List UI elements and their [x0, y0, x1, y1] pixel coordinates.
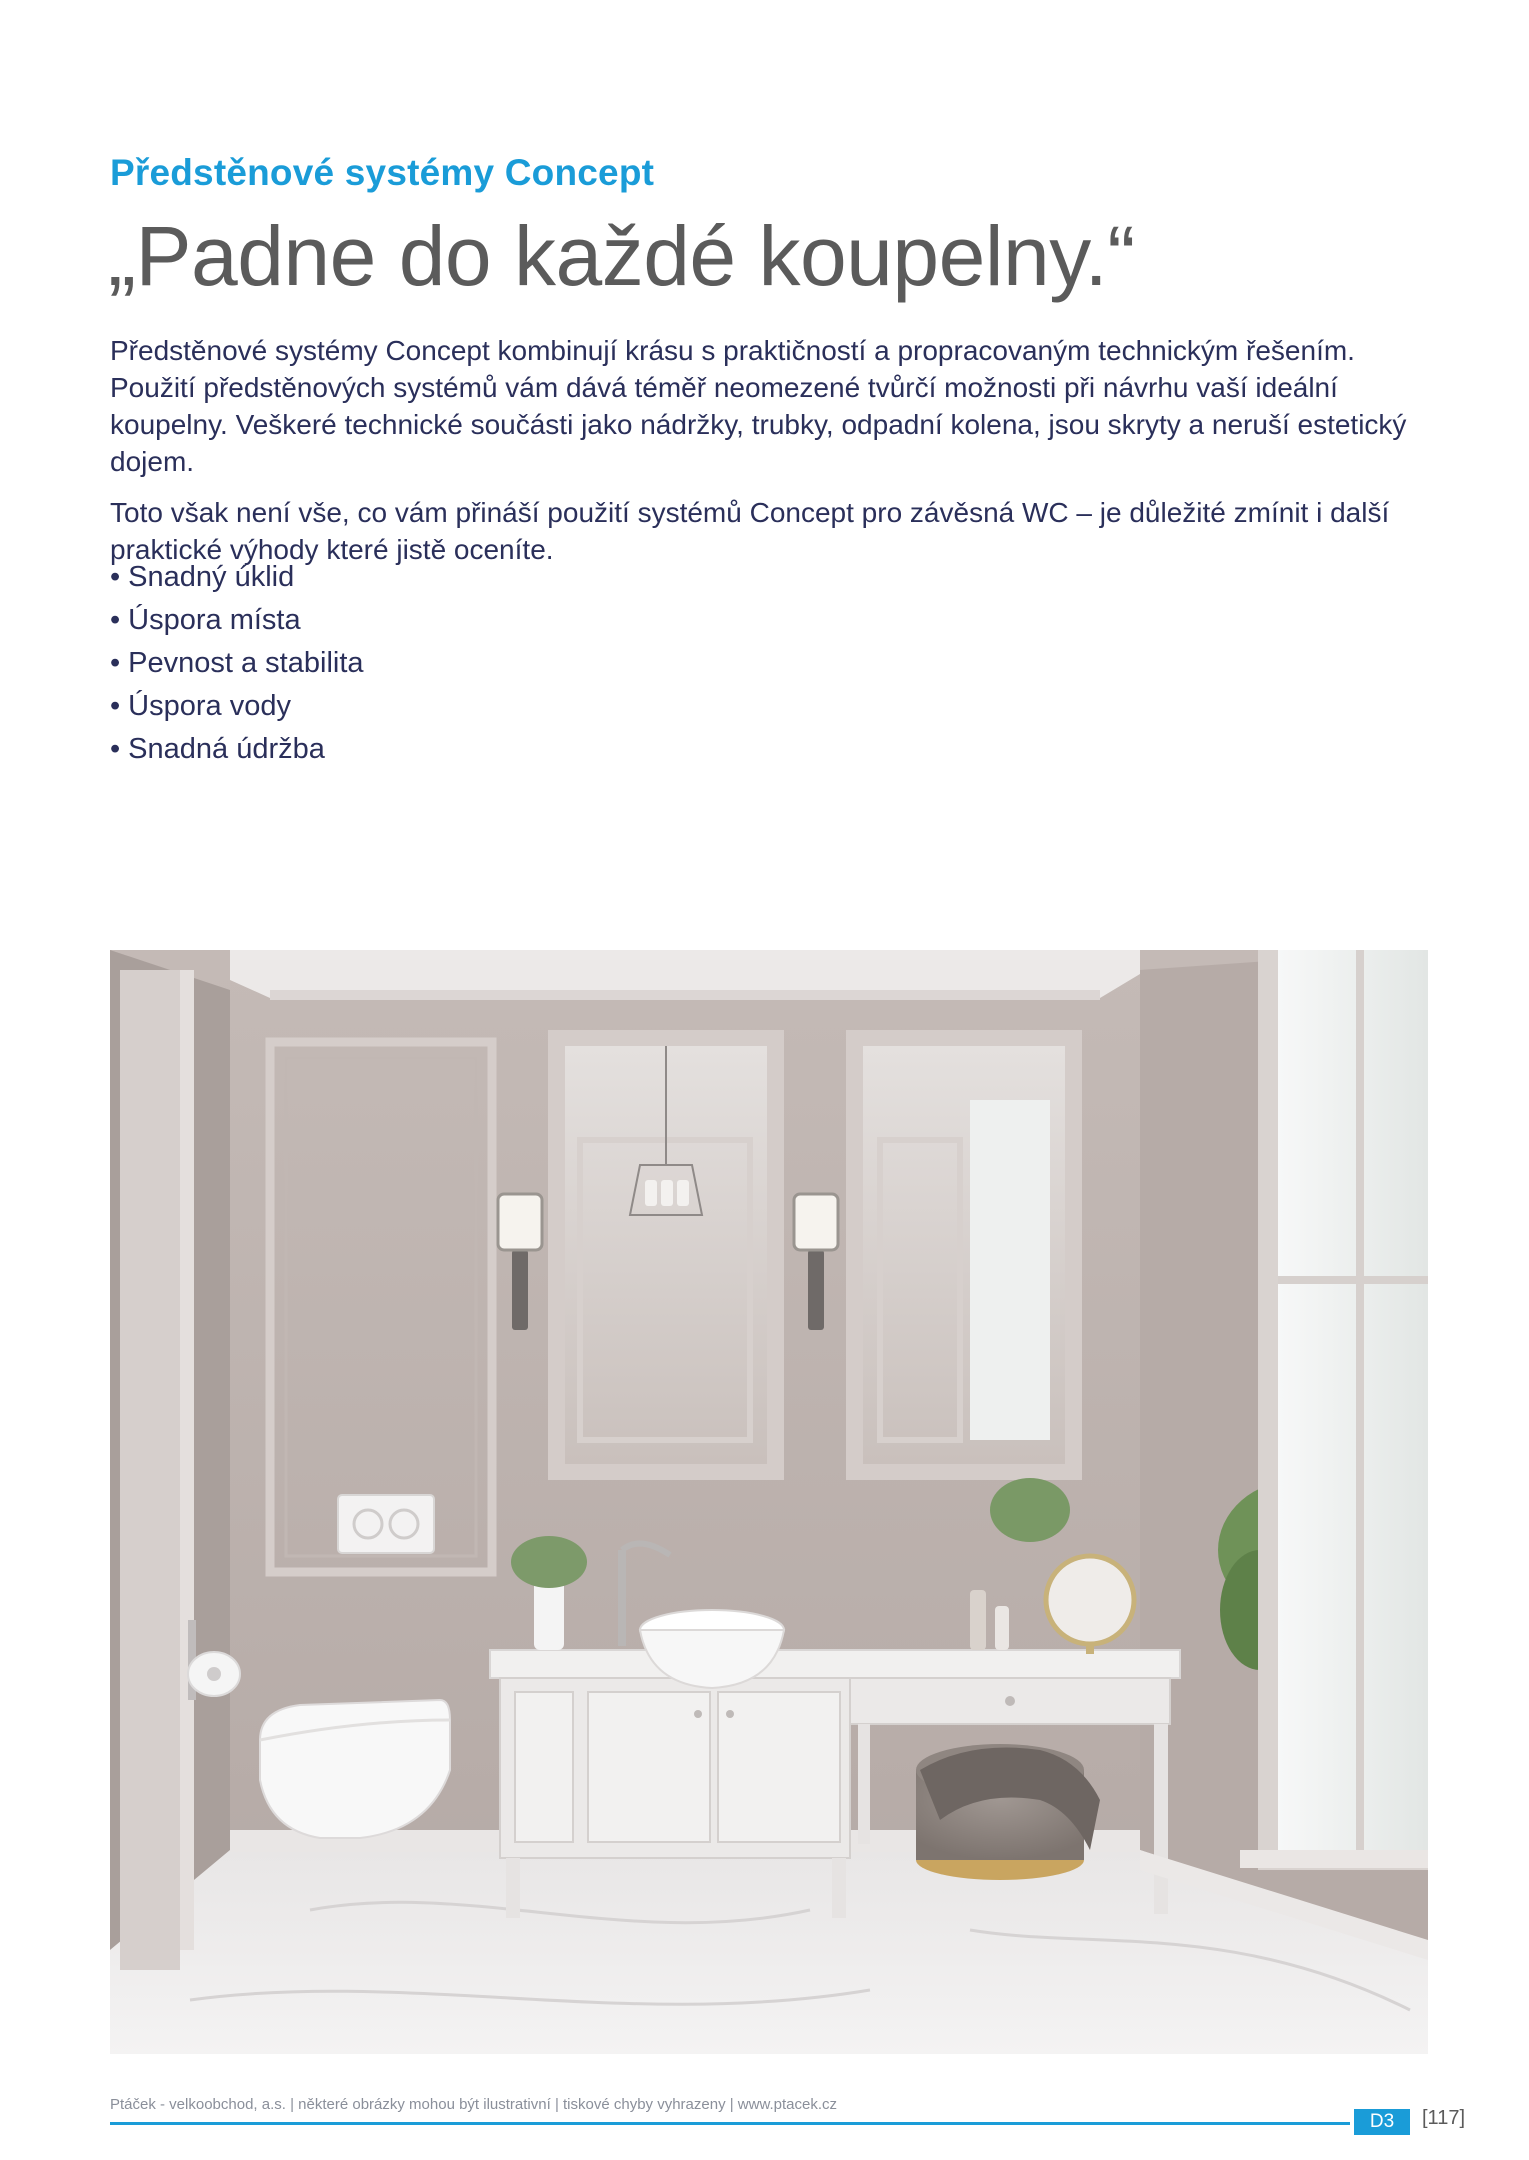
- intro-paragraph-1: Předstěnové systémy Concept kombinují krásu s praktičností a propracovaným technickým řešením. Použití předstěnových systémů vám dává téměř neomezené tvůrčí možnosti při návrhu vaší ideální koupelny. Veškeré technické součásti jako nádržky, trubky, odpadní kolena, jsou skryty a neruší estetický dojem.: [110, 335, 1407, 477]
- benefit-item: • Pevnost a stabilita: [110, 642, 364, 685]
- section-badge: D3: [1354, 2109, 1410, 2135]
- footer-divider: [110, 2122, 1350, 2125]
- benefit-item: • Snadný úklid: [110, 556, 364, 599]
- intro-paragraph-2: Toto však není vše, co vám přináší použití systémů Concept pro závěsná WC – je důležité zmínit i další praktické výhody které jistě oceníte.: [110, 497, 1390, 565]
- page-headline: „Padne do každé koupelny.“: [108, 209, 1135, 303]
- bathroom-photo: [110, 950, 1428, 2054]
- intro-text: [110, 332, 1430, 582]
- benefit-item: • Úspora místa: [110, 599, 364, 642]
- section-subtitle: Předstěnové systémy Concept: [110, 152, 655, 193]
- footer-legal-text: Ptáček - velkoobchod, a.s. | některé obrázky mohou být ilustrativní | tiskové chyby vyhrazeny | www.ptacek.cz: [110, 2096, 838, 2113]
- benefits-list: [110, 556, 364, 771]
- benefit-item: • Úspora vody: [110, 685, 364, 728]
- page-number: [117]: [1422, 2107, 1465, 2129]
- benefit-item: • Snadná údržba: [110, 728, 364, 771]
